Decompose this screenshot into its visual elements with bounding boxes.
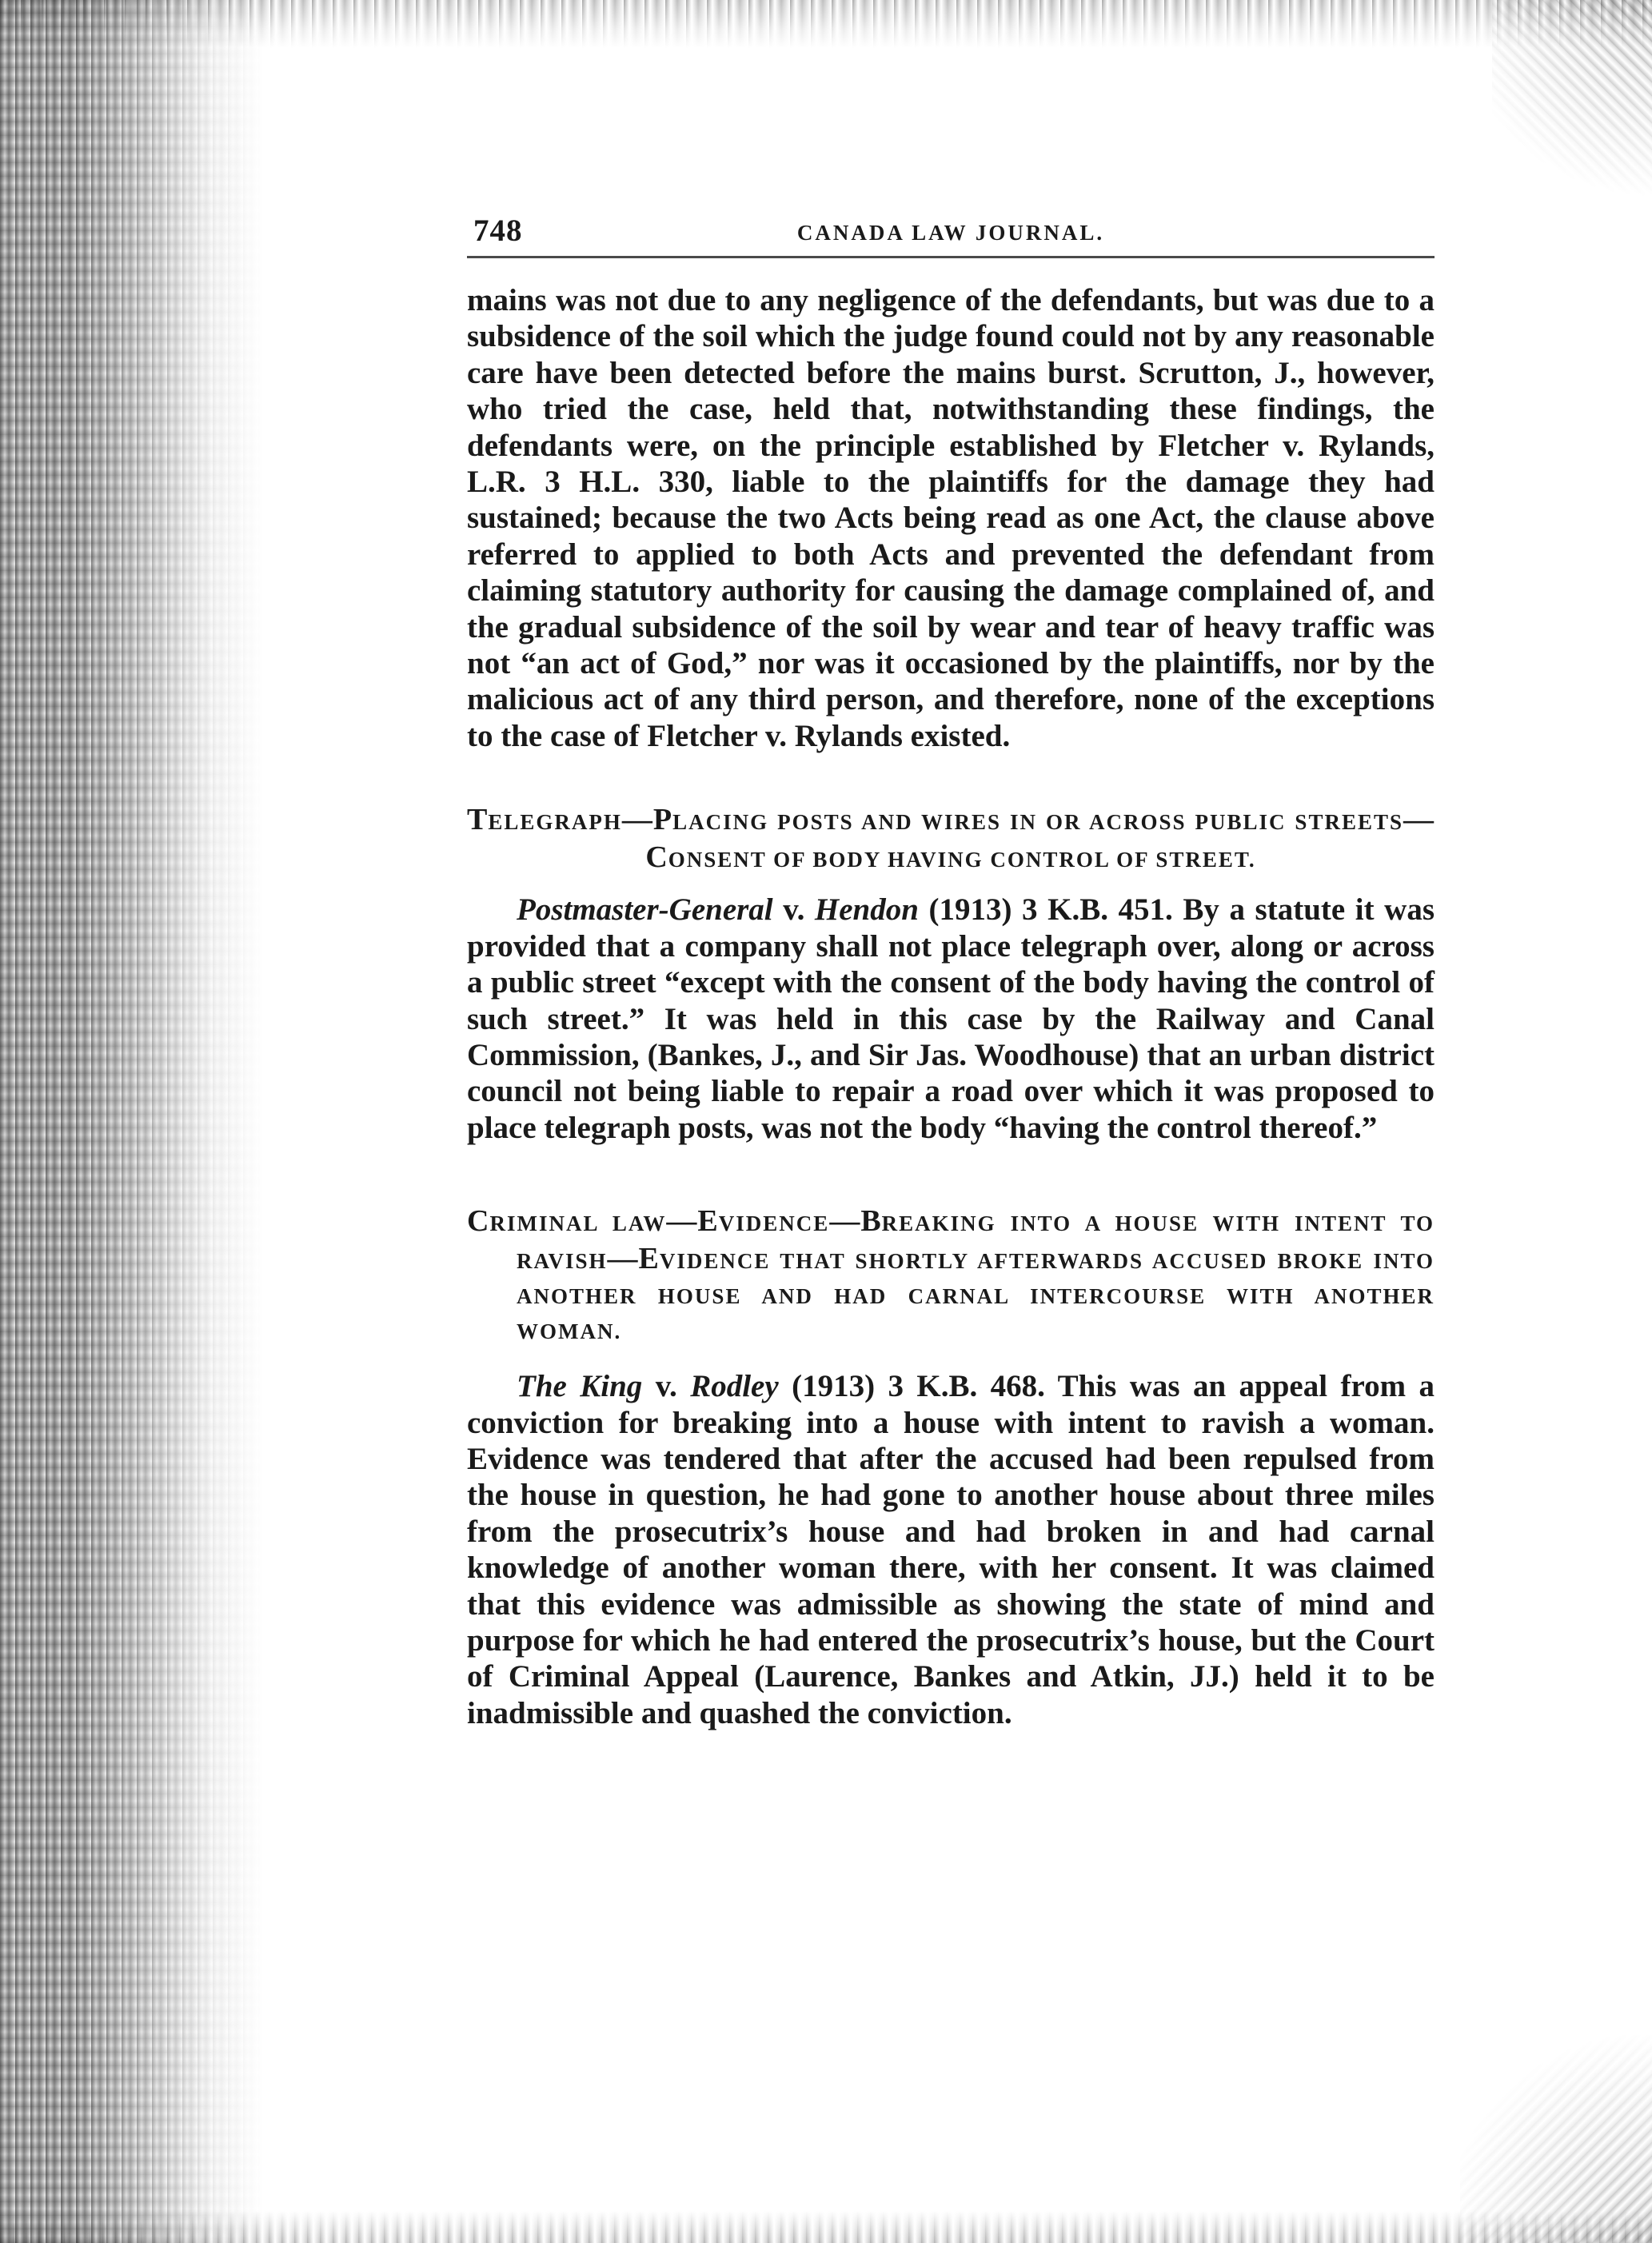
running-head: CANADA LAW JOURNAL.: [796, 221, 1105, 245]
case-name: Hendon: [814, 892, 919, 928]
scan-shadow-left: [0, 0, 264, 2243]
section-heading-criminal-law: CRIMINAL LAW—EVIDENCE—BREAKING INTO A HOUSE WITH INTENT TO RAVISH—EVIDENCE THAT SHORTLY AFTERWARDS ACCUSED BROKE INTO ANOTHER HOUSE AND HAD CARNAL INTERCOURSE WITH ANOTHER WOMAN.: [467, 1204, 1435, 1344]
scan-shadow-bottom: [0, 2211, 1652, 2243]
scan-shadow-corner-top-right: [1492, 0, 1652, 208]
page-header: [467, 210, 1435, 256]
journal-page: [467, 210, 1435, 1731]
case-paragraph-the-king-v-rodley: The King v. Rodley (1913) 3 K.B. 468. This was an appeal from a conviction for breaking into a house with intent to ravish a woman. Evidence was tendered that after the accused had been repulsed from the house in question, he had gone to another house about three miles from the prosecutrix’s house and had broken in and had carnal knowledge of another woman there, with her consent. It was claimed that this evidence was admissible as showing the state of mind and purpose for which he had entered the prosecutrix’s house, but the Court of Criminal Appeal (Laurence, Bankes and Atkin, JJ.) held it to be inadmissible and quashed the conviction.: [467, 1369, 1435, 1730]
scan-shadow-top: [0, 0, 1652, 48]
section-heading-telegraph: TELEGRAPH—PLACING POSTS AND WIRES IN OR ACROSS PUBLIC STREETS—CONSENT OF BODY HAVING CONTROL OF STREET.: [467, 803, 1435, 875]
case-paragraph-postmaster-general: Postmaster-General v. Hendon (1913) 3 K.B. 451. By a statute it was provided that a company shall not place telegraph over, along or across a public street “except with the consent of the body having the control of such street.” It was held in this case by the Railway and Canal Commission, (Bankes, J., and Sir Jas. Woodhouse) that an urban district council not being liable to repair a road over which it was proposed to place telegraph posts, was not the body “having the control thereof.”: [467, 892, 1435, 1145]
continued-paragraph: mains was not due to any negligence of the defendants, but was due to a subsidence of the soil which the judge found could not by any reasonable care have been detected before the mains burst. Scrutton, J., however, who tried the case, held that, notwithstanding these findings, the defendants were, on the principle established by Fletcher v. Rylands, L.R. 3 H.L. 330, liable to the plaintiffs for the damage they had sustained; because the two Acts being read as one Act, the clause above referred to applied to both Acts and prevented the defendant from claiming statutory authority for causing the damage complained of, and the gradual subsidence of the soil by wear and tear of heavy traffic was not “an act of God,” nor was it occasioned by the plaintiffs, nor by the malicious act of any third person, and therefore, none of the exceptions to the case of Fletcher v. Rylands existed.: [467, 283, 1435, 753]
case-name: The King: [517, 1369, 643, 1404]
page-number: 748: [473, 214, 523, 248]
header-rule: [467, 256, 1435, 258]
case-name: Postmaster-General: [517, 892, 773, 928]
case-name: Rodley: [690, 1369, 779, 1404]
